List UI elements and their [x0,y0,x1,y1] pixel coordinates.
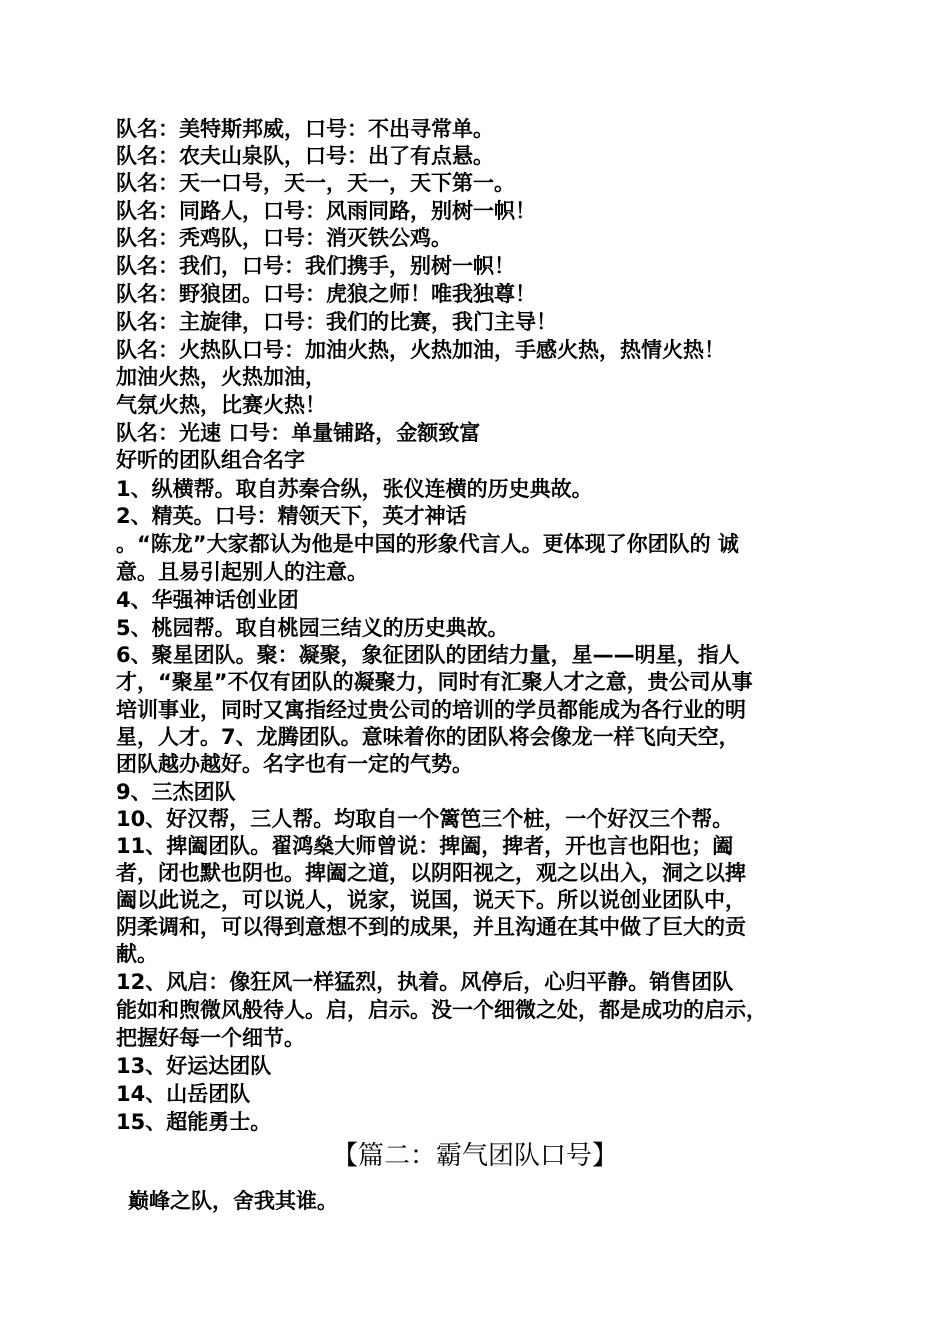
text-line: 15、超能勇士。 [116,1110,272,1134]
text-line: 队名：秃鸡队，口号：消灭铁公鸡。 [116,226,452,250]
text-line: 6、聚星团队。聚：凝聚，象征团队的团结力量，星——明星，指人 [116,643,740,667]
text-line: 1、纵横帮。取自苏秦合纵，张仪连横的历史典故。 [116,477,593,501]
text-line: 5、桃园帮。取自桃园三结义的历史典故。 [116,616,509,640]
text-line: 队名：美特斯邦威，口号：不出寻常单。 [116,117,494,141]
text-line: 培训事业，同时又寓指经过贵公司的培训的学员都能成为各行业的明 [116,698,746,722]
text-line: 队名：火热队口号：加油火热，火热加油，手感火热，热情火热！ [116,338,725,362]
text-line: 4、华强神话创业团 [116,588,299,612]
text-line: 2、精英。口号：精领天下，英才神话 [116,504,467,528]
text-line: 阖以此说之，可以说人，说家，说国，说天下。所以说创业团队中， [116,888,746,912]
text-line: 团队越办越好。名字也有一定的气势。 [116,752,473,776]
text-line: 队名：主旋律，口号：我们的比赛，我门主导！ [116,310,557,334]
text-line: 10、好汉帮，三人帮。均取自一个篱笆三个桩，一个好汉三个帮。 [116,807,734,831]
text-line: 加油火热，火热加油， [116,365,326,389]
slogan-line: 巅峰之队，舍我其谁。 [128,1189,338,1213]
section-heading: 【篇二：霸气团队口号】 [331,1141,618,1171]
text-line: 队名：光速 口号：单量铺路，金额致富 [116,421,481,445]
text-line: 。“陈龙”大家都认为他是中国的形象代言人。更体现了你团队的 诚 [116,532,739,556]
text-line: 能如和煦微风般待人。启，启示。没一个细微之处，都是成功的启示， [116,998,767,1022]
text-line: 才，“聚星”不仅有团队的凝聚力，同时有汇聚人才之意，贵公司从事 [116,670,753,694]
text-line: 11、捭阖团队。翟鸿燊大师曾说：捭阖，捭者，开也言也阳也；阖 [116,834,734,858]
text-line: 13、好运达团队 [116,1054,272,1078]
text-line: 队名：同路人，口号：风雨同路，别树一帜！ [116,199,536,223]
text-line: 9、三杰团队 [116,780,236,804]
text-line: 队名：野狼团。口号：虎狼之师！唯我独尊！ [116,282,536,306]
text-line: 好听的团队组合名字 [116,448,305,472]
text-line: 阴柔调和，可以得到意想不到的成果，并且沟通在其中做了巨大的贡 [116,915,746,939]
text-line: 气氛火热，比赛火热！ [116,393,326,417]
text-line: 队名：农夫山泉队，口号：出了有点悬。 [116,144,494,168]
text-line: 星，人才。7、龙腾团队。意味着你的团队将会像龙一样飞向天空， [116,725,740,749]
text-line: 把握好每一个细节。 [116,1026,305,1050]
text-line: 献。 [116,942,158,966]
text-line: 14、山岳团队 [116,1082,251,1106]
text-line: 12、风启：像狂风一样猛烈，执着。风停后，心归平静。销售团队 [116,970,734,994]
text-line: 队名：天一口号，天一，天一，天下第一。 [116,171,515,195]
text-line: 队名：我们，口号：我们携手，别树一帜！ [116,254,515,278]
text-line: 意。且易引起别人的注意。 [116,560,368,584]
text-line: 者，闭也默也阴也。捭阖之道，以阴阳视之，观之以出入，洞之以捭 [116,861,746,885]
